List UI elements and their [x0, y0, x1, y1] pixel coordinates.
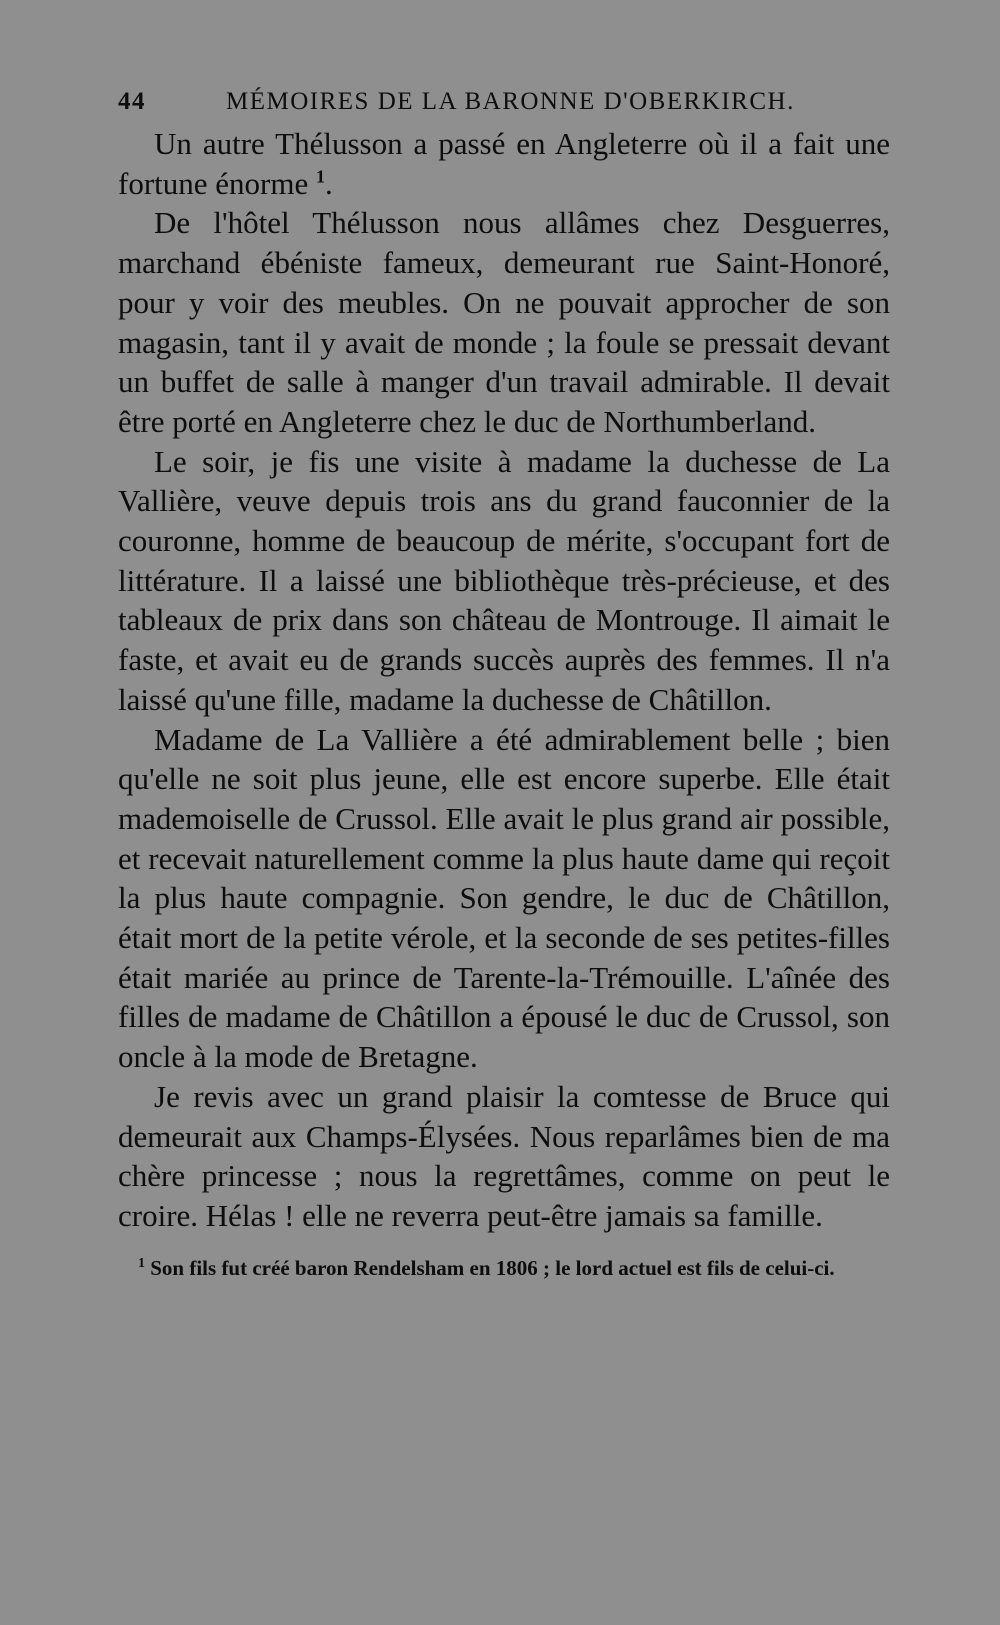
- footnote-reference: 1: [315, 166, 325, 187]
- running-head: [118, 82, 890, 122]
- footnote-marker: 1: [138, 1255, 145, 1271]
- page-number: 44: [118, 88, 146, 115]
- paragraph: [118, 124, 890, 203]
- paragraph: Madame de La Vallière a été admirablement belle ; bien qu'elle ne soit plus jeune, elle est encore superbe. Elle était mademoiselle de Crussol. Elle avait le plus grand air possible, et recevait naturellement comme la plus haute dame qui reçoit la plus haute compagnie. Son gendre, le duc de Châtillon, était mort de la petite vérole, et la seconde de ses petites-filles était mariée au prince de Tarente-la-Trémouille. L'aînée des filles de madame de Châtillon a épousé le duc de Crussol, son oncle à la mode de Bretagne.: [118, 721, 890, 1075]
- running-title: MÉMOIRES DE LA BARONNE D'OBERKIRCH.: [226, 88, 795, 115]
- body-text: [118, 124, 890, 1236]
- paragraph-text: Un autre Thélusson a passé en Angleterre où il a fait une fortune énorme: [118, 126, 890, 201]
- paragraph-end: .: [324, 165, 333, 201]
- paragraph: Le soir, je fis une visite à madame la duchesse de La Vallière, veuve depuis trois ans du grand fauconnier de la couronne, homme de beaucoup de mérite, s'occupant fort de littérature. Il a laissé une bibliothèque très-précieuse, et des tableaux de prix dans son château de Montrouge. Il aimait le faste, et avait eu de grands succès auprès des femmes. Il n'a laissé qu'une fille, madame la duchesse de Châtillon.: [118, 443, 890, 717]
- paragraph: De l'hôtel Thélusson nous allâmes chez Desguerres, marchand ébéniste fameux, demeurant rue Saint-Honoré, pour y voir des meubles. On ne pouvait approcher de son magasin, tant il y avait de monde ; la foule se pressait devant un buffet de salle à manger d'un travail admirable. Il devait être porté en Angleterre chez le duc de Northumberland.: [118, 205, 890, 439]
- footnote-text: Son fils fut créé baron Rendelsham en 1806 ; le lord actuel est fils de celui-ci.: [150, 1255, 835, 1280]
- footnote: [118, 1254, 890, 1282]
- book-page: [118, 82, 890, 1282]
- paragraph: Je revis avec un grand plaisir la comtesse de Bruce qui demeurait aux Champs-Élysées. Nous reparlâmes bien de ma chère princesse ; nous la regrettâmes, comme on peut le croire. Hélas ! elle ne reverra peut-être jamais sa famille.: [118, 1078, 890, 1233]
